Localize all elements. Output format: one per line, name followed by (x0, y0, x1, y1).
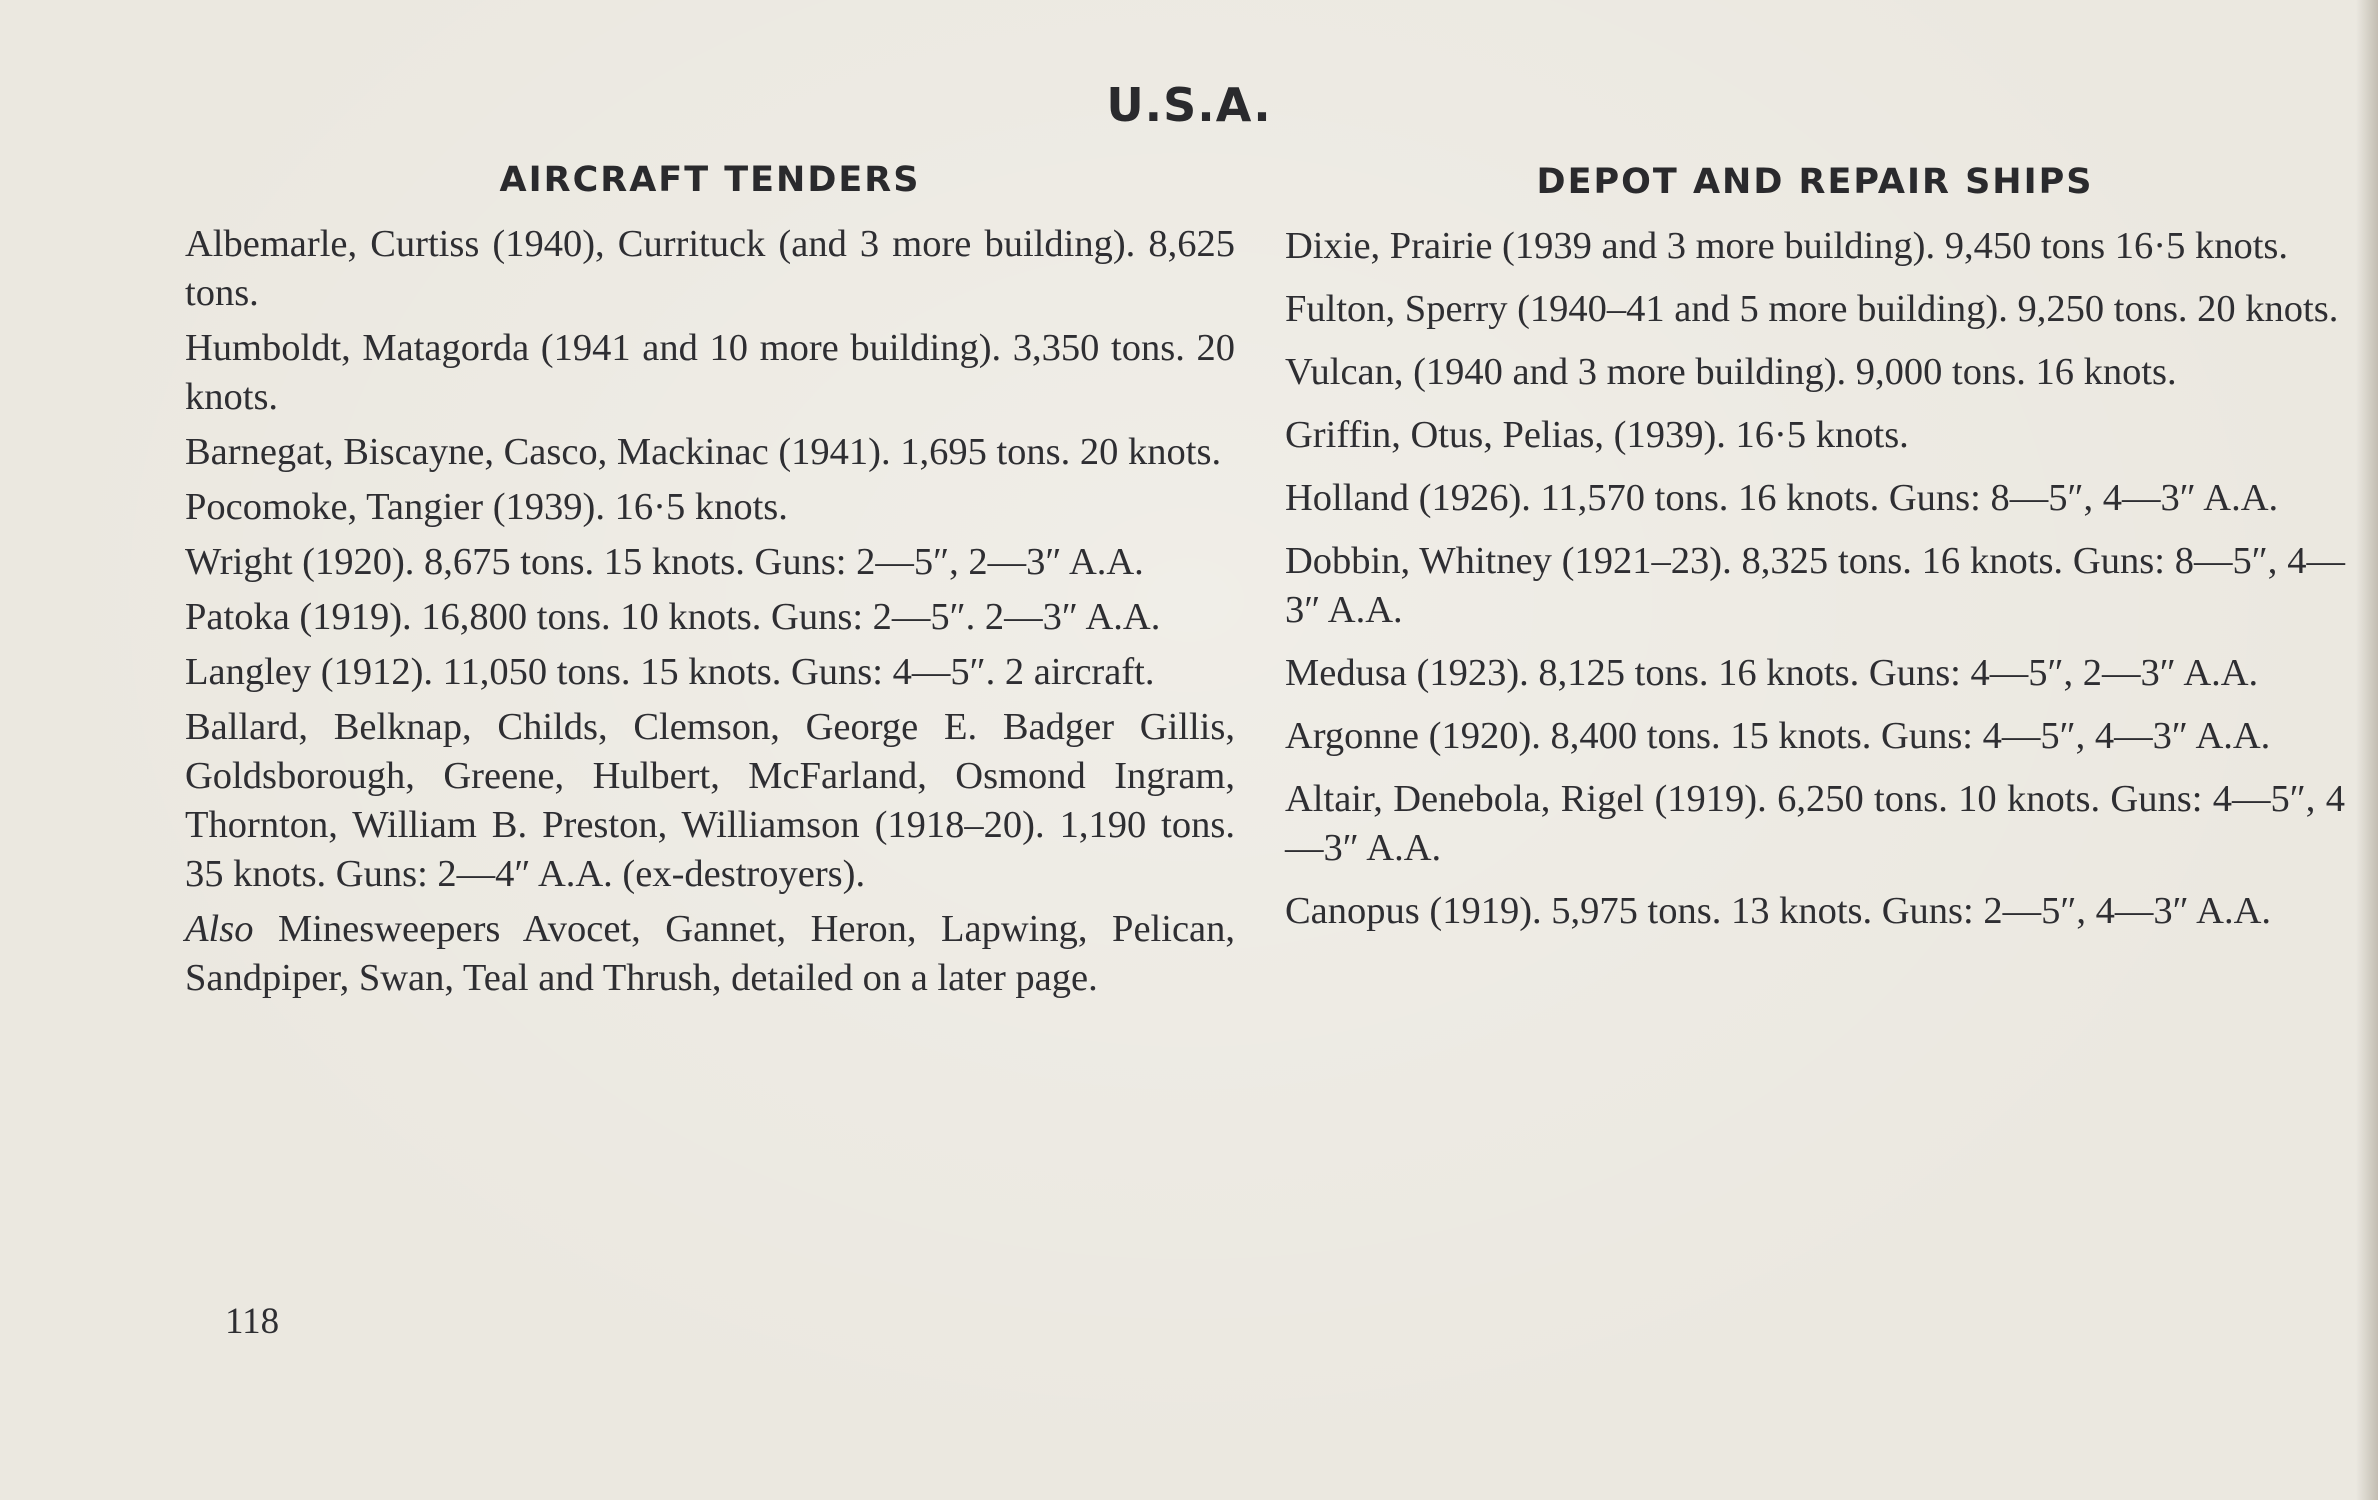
entry-barnegat: Barnegat, Biscayne, Casco, Mackinac (1941). 1,695 tons. 20 knots. (185, 431, 1222, 473)
entry-vulcan: Vulcan, (1940 and 3 more building). 9,000 tons. 16 knots. (1285, 351, 2177, 393)
entry-dixie: Dixie, Prairie (1939 and 3 more building). 9,450 tons 16·5 knots. (1285, 225, 2289, 267)
entry-holland: Holland (1926). 11,570 tons. 16 knots. Guns: 8—5″, 4—3″ A.A. (1285, 477, 2279, 519)
minesweepers-text: Minesweepers Avocet, Gannet, Heron, Lapwing, Pelican, Sandpiper, Swan, Teal and Thrush, detailed on a later page. (185, 908, 1235, 999)
entry-griffin: Griffin, Otus, Pelias, (1939). 16·5 knots. (1285, 414, 1909, 456)
page-number: 118 (225, 1301, 280, 1342)
entry-altair: Altair, Denebola, Rigel (1919). 6,250 tons. 10 knots. Guns: 4—5″, 4—3″ A.A. (1285, 778, 2345, 869)
entry-pocomoke: Pocomoke, Tangier (1939). 16·5 knots. (185, 486, 788, 528)
section-heading-depot-repair-ships: DEPOT AND REPAIR SHIPS (1536, 162, 2094, 202)
entry-albemarle: Albemarle, Curtiss (1940), Currituck (and 3 more building). 8,625 tons. (185, 223, 1235, 314)
entry-fulton: Fulton, Sperry (1940–41 and 5 more building). 9,250 tons. 20 knots. (1285, 288, 2339, 330)
page-edge-shadow (2356, 0, 2378, 1500)
page-title: U.S.A. (1106, 78, 1272, 132)
entry-medusa: Medusa (1923). 8,125 tons. 16 knots. Guns: 4—5″, 2—3″ A.A. (1285, 652, 2259, 694)
entry-wright: Wright (1920). 8,675 tons. 15 knots. Guns: 2—5″, 2—3″ A.A. (185, 541, 1144, 583)
entry-argonne: Argonne (1920). 8,400 tons. 15 knots. Guns: 4—5″, 4—3″ A.A. (1285, 715, 2271, 757)
also-word: Also (185, 908, 254, 950)
entry-canopus: Canopus (1919). 5,975 tons. 13 knots. Guns: 2—5″, 4—3″ A.A. (1285, 890, 2272, 932)
entry-langley: Langley (1912). 11,050 tons. 15 knots. Guns: 4—5″. 2 aircraft. (185, 651, 1155, 693)
entry-ex-destroyers: Ballard, Belknap, Childs, Clemson, George E. Badger Gillis, Goldsborough, Greene, Hulbert, McFarland, Osmond Ingram, Thornton, William B. Preston, Williamson (1918–20). 1,190 tons. 35 knots. Guns: 2—4″ A.A. (ex-destroyers). (185, 706, 1235, 895)
depot-repair-ships-column (1285, 162, 2345, 950)
aircraft-tenders-column (185, 160, 1235, 1009)
section-heading-aircraft-tenders: AIRCRAFT TENDERS (499, 160, 921, 200)
entry-dobbin: Dobbin, Whitney (1921–23). 8,325 tons. 16 knots. Guns: 8—5″, 4—3″ A.A. (1285, 540, 2345, 631)
entry-minesweepers (185, 905, 1235, 1003)
entry-humboldt: Humboldt, Matagorda (1941 and 10 more building). 3,350 tons. 20 knots. (185, 327, 1235, 418)
entry-patoka: Patoka (1919). 16,800 tons. 10 knots. Guns: 2—5″. 2—3″ A.A. (185, 596, 1161, 638)
